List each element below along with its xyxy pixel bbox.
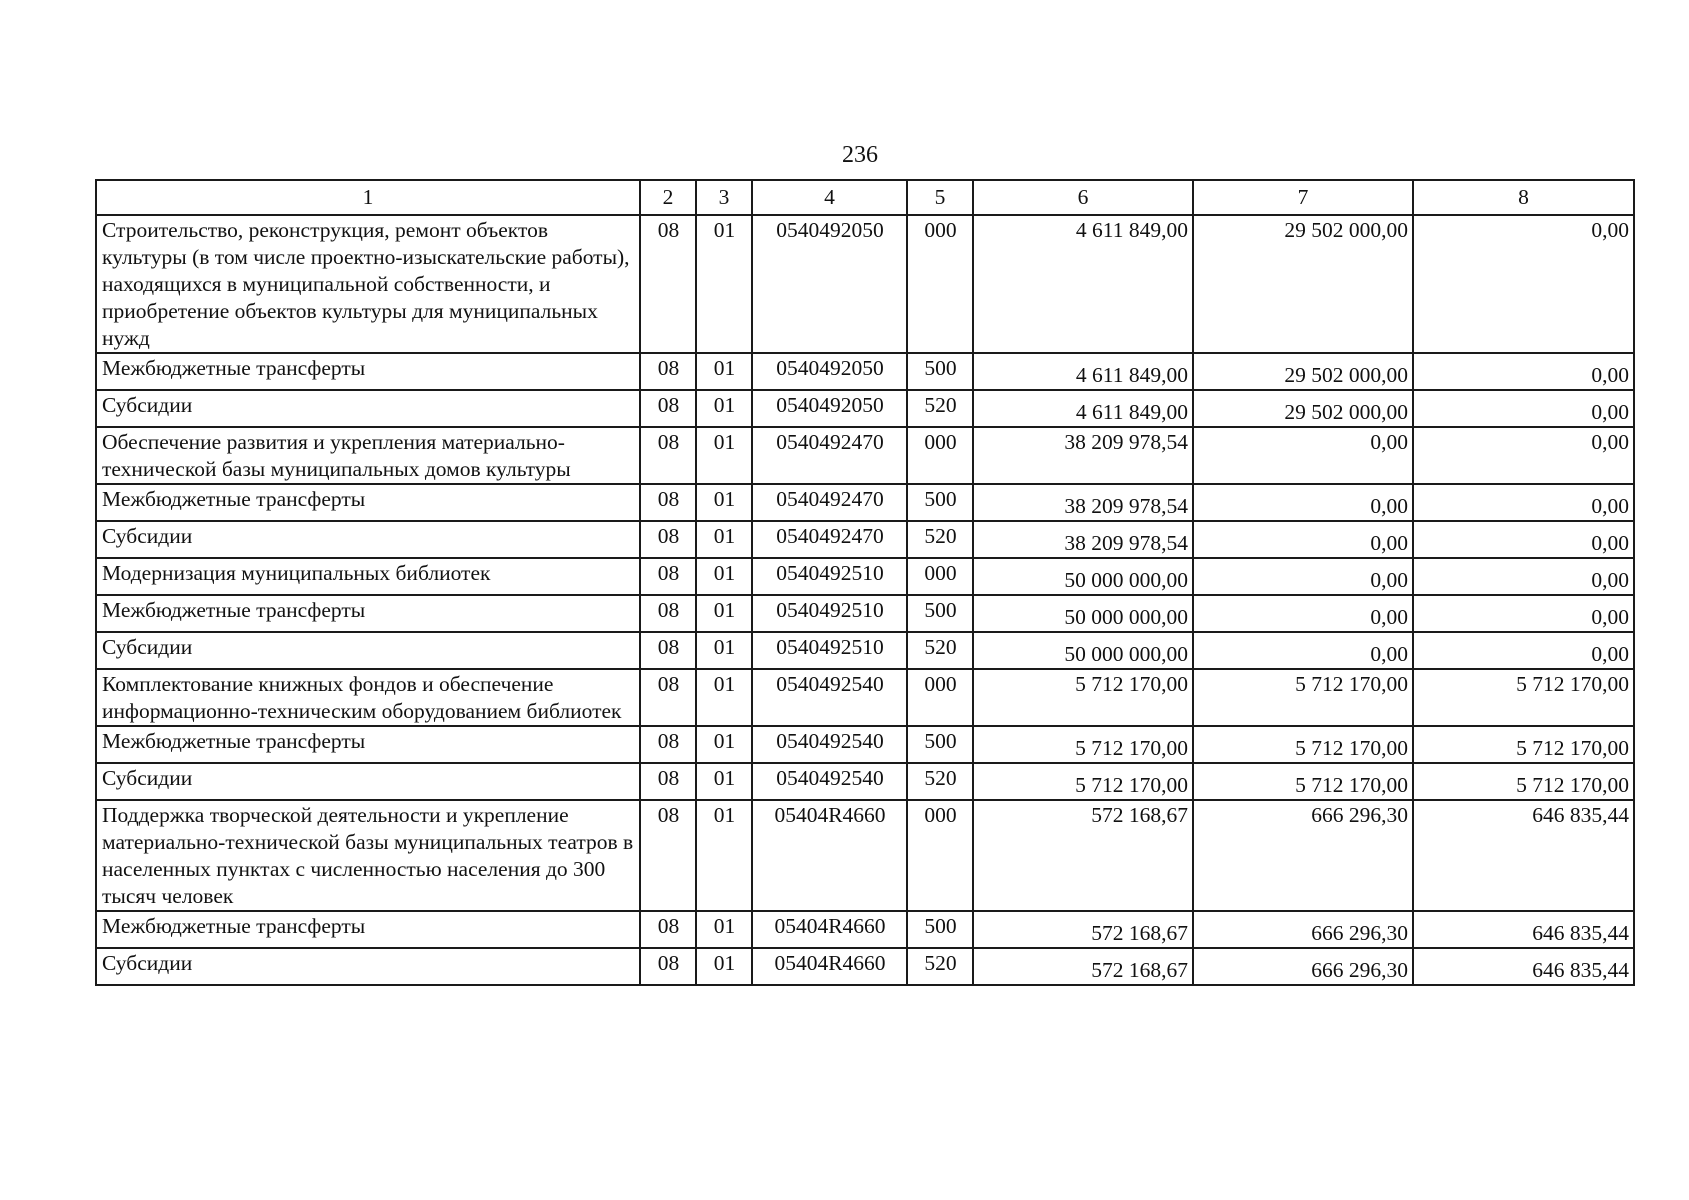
section-code: 08 — [640, 669, 696, 726]
expense-type-code: 520 — [907, 763, 973, 800]
table-row — [96, 215, 1634, 353]
amount-col-8: 0,00 — [1413, 521, 1634, 558]
section-code: 08 — [640, 390, 696, 427]
expense-type-code: 500 — [907, 726, 973, 763]
table-row — [96, 911, 1634, 948]
section-code: 08 — [640, 595, 696, 632]
target-article-code: 0540492540 — [752, 763, 907, 800]
amount-col-8: 0,00 — [1413, 390, 1634, 427]
amount-col-8: 0,00 — [1413, 632, 1634, 669]
row-name: Субсидии — [96, 521, 640, 558]
table-row — [96, 427, 1634, 484]
amount-col-6: 572 168,67 — [973, 911, 1193, 948]
row-name: Субсидии — [96, 948, 640, 985]
expense-type-code: 500 — [907, 484, 973, 521]
amount-col-7: 5 712 170,00 — [1193, 669, 1413, 726]
header-cell-5: 5 — [907, 180, 973, 215]
amount-col-8: 0,00 — [1413, 484, 1634, 521]
row-name: Межбюджетные трансферты — [96, 911, 640, 948]
table-row — [96, 632, 1634, 669]
row-name: Модернизация муниципальных библиотек — [96, 558, 640, 595]
expense-type-code: 520 — [907, 390, 973, 427]
subsection-code: 01 — [696, 521, 752, 558]
header-cell-2: 2 — [640, 180, 696, 215]
target-article-code: 0540492050 — [752, 215, 907, 353]
section-code: 08 — [640, 427, 696, 484]
subsection-code: 01 — [696, 632, 752, 669]
subsection-code: 01 — [696, 484, 752, 521]
row-name: Субсидии — [96, 390, 640, 427]
subsection-code: 01 — [696, 215, 752, 353]
subsection-code: 01 — [696, 427, 752, 484]
amount-col-6: 572 168,67 — [973, 800, 1193, 911]
amount-col-6: 572 168,67 — [973, 948, 1193, 985]
amount-col-8: 0,00 — [1413, 353, 1634, 390]
expense-type-code: 000 — [907, 800, 973, 911]
row-name: Межбюджетные трансферты — [96, 484, 640, 521]
expense-type-code: 000 — [907, 215, 973, 353]
header-cell-8: 8 — [1413, 180, 1634, 215]
amount-col-8: 0,00 — [1413, 427, 1634, 484]
target-article-code: 05404R4660 — [752, 948, 907, 985]
row-name: Комплектование книжных фондов и обеспечение информационно-техническим оборудованием библиотек — [96, 669, 640, 726]
table-row — [96, 521, 1634, 558]
subsection-code: 01 — [696, 948, 752, 985]
section-code: 08 — [640, 521, 696, 558]
target-article-code: 05404R4660 — [752, 800, 907, 911]
subsection-code: 01 — [696, 595, 752, 632]
budget-table — [95, 179, 1635, 986]
target-article-code: 05404R4660 — [752, 911, 907, 948]
expense-type-code: 500 — [907, 353, 973, 390]
subsection-code: 01 — [696, 353, 752, 390]
table-row — [96, 558, 1634, 595]
target-article-code: 0540492470 — [752, 427, 907, 484]
section-code: 08 — [640, 632, 696, 669]
amount-col-6: 38 209 978,54 — [973, 521, 1193, 558]
header-cell-1: 1 — [96, 180, 640, 215]
table-row — [96, 484, 1634, 521]
target-article-code: 0540492510 — [752, 558, 907, 595]
table-row — [96, 948, 1634, 985]
table-row — [96, 763, 1634, 800]
row-name: Субсидии — [96, 632, 640, 669]
subsection-code: 01 — [696, 911, 752, 948]
expense-type-code: 500 — [907, 595, 973, 632]
amount-col-7: 0,00 — [1193, 595, 1413, 632]
row-name: Межбюджетные трансферты — [96, 726, 640, 763]
section-code: 08 — [640, 558, 696, 595]
target-article-code: 0540492540 — [752, 726, 907, 763]
table-row — [96, 669, 1634, 726]
row-name: Межбюджетные трансферты — [96, 353, 640, 390]
subsection-code: 01 — [696, 726, 752, 763]
row-name: Строительство, реконструкция, ремонт объектов культуры (в том числе проектно-изыскательские работы), находящихся в муниципальной собственности, и приобретение объектов культуры для муниципальных нужд — [96, 215, 640, 353]
section-code: 08 — [640, 726, 696, 763]
amount-col-7: 29 502 000,00 — [1193, 215, 1413, 353]
row-name: Обеспечение развития и укрепления материально-технической базы муниципальных домов культуры — [96, 427, 640, 484]
header-cell-3: 3 — [696, 180, 752, 215]
table-header-row — [96, 180, 1634, 215]
table-row — [96, 726, 1634, 763]
expense-type-code: 520 — [907, 948, 973, 985]
target-article-code: 0540492510 — [752, 595, 907, 632]
amount-col-6: 4 611 849,00 — [973, 215, 1193, 353]
amount-col-6: 5 712 170,00 — [973, 669, 1193, 726]
amount-col-7: 5 712 170,00 — [1193, 763, 1413, 800]
section-code: 08 — [640, 948, 696, 985]
section-code: 08 — [640, 800, 696, 911]
expense-type-code: 000 — [907, 558, 973, 595]
section-code: 08 — [640, 353, 696, 390]
target-article-code: 0540492470 — [752, 484, 907, 521]
expense-type-code: 500 — [907, 911, 973, 948]
amount-col-6: 5 712 170,00 — [973, 726, 1193, 763]
section-code: 08 — [640, 484, 696, 521]
row-name: Межбюджетные трансферты — [96, 595, 640, 632]
subsection-code: 01 — [696, 763, 752, 800]
amount-col-8: 646 835,44 — [1413, 948, 1634, 985]
expense-type-code: 520 — [907, 632, 973, 669]
header-cell-6: 6 — [973, 180, 1193, 215]
amount-col-7: 29 502 000,00 — [1193, 353, 1413, 390]
amount-col-8: 0,00 — [1413, 595, 1634, 632]
amount-col-8: 5 712 170,00 — [1413, 669, 1634, 726]
amount-col-7: 0,00 — [1193, 521, 1413, 558]
table-row — [96, 390, 1634, 427]
header-cell-7: 7 — [1193, 180, 1413, 215]
amount-col-7: 5 712 170,00 — [1193, 726, 1413, 763]
amount-col-7: 666 296,30 — [1193, 911, 1413, 948]
table-row — [96, 353, 1634, 390]
subsection-code: 01 — [696, 669, 752, 726]
row-name: Поддержка творческой деятельности и укрепление материально-технической базы муниципальных театров в населенных пунктах с численностью населения до 300 тысяч человек — [96, 800, 640, 911]
page-number: 236 — [842, 142, 878, 168]
amount-col-6: 50 000 000,00 — [973, 632, 1193, 669]
amount-col-7: 29 502 000,00 — [1193, 390, 1413, 427]
section-code: 08 — [640, 911, 696, 948]
amount-col-7: 0,00 — [1193, 632, 1413, 669]
section-code: 08 — [640, 215, 696, 353]
expense-type-code: 000 — [907, 427, 973, 484]
amount-col-7: 0,00 — [1193, 484, 1413, 521]
amount-col-8: 0,00 — [1413, 215, 1634, 353]
amount-col-6: 4 611 849,00 — [973, 353, 1193, 390]
target-article-code: 0540492470 — [752, 521, 907, 558]
target-article-code: 0540492510 — [752, 632, 907, 669]
amount-col-6: 50 000 000,00 — [973, 558, 1193, 595]
amount-col-8: 646 835,44 — [1413, 911, 1634, 948]
target-article-code: 0540492050 — [752, 390, 907, 427]
amount-col-8: 646 835,44 — [1413, 800, 1634, 911]
table-row — [96, 800, 1634, 911]
expense-type-code: 000 — [907, 669, 973, 726]
subsection-code: 01 — [696, 800, 752, 911]
subsection-code: 01 — [696, 390, 752, 427]
expense-type-code: 520 — [907, 521, 973, 558]
amount-col-6: 4 611 849,00 — [973, 390, 1193, 427]
amount-col-6: 38 209 978,54 — [973, 427, 1193, 484]
header-cell-4: 4 — [752, 180, 907, 215]
amount-col-7: 0,00 — [1193, 558, 1413, 595]
target-article-code: 0540492050 — [752, 353, 907, 390]
section-code: 08 — [640, 763, 696, 800]
subsection-code: 01 — [696, 558, 752, 595]
row-name: Субсидии — [96, 763, 640, 800]
amount-col-6: 50 000 000,00 — [973, 595, 1193, 632]
target-article-code: 0540492540 — [752, 669, 907, 726]
amount-col-8: 0,00 — [1413, 558, 1634, 595]
amount-col-7: 666 296,30 — [1193, 948, 1413, 985]
amount-col-6: 38 209 978,54 — [973, 484, 1193, 521]
amount-col-7: 666 296,30 — [1193, 800, 1413, 911]
table-row — [96, 595, 1634, 632]
amount-col-8: 5 712 170,00 — [1413, 763, 1634, 800]
amount-col-8: 5 712 170,00 — [1413, 726, 1634, 763]
amount-col-6: 5 712 170,00 — [973, 763, 1193, 800]
amount-col-7: 0,00 — [1193, 427, 1413, 484]
